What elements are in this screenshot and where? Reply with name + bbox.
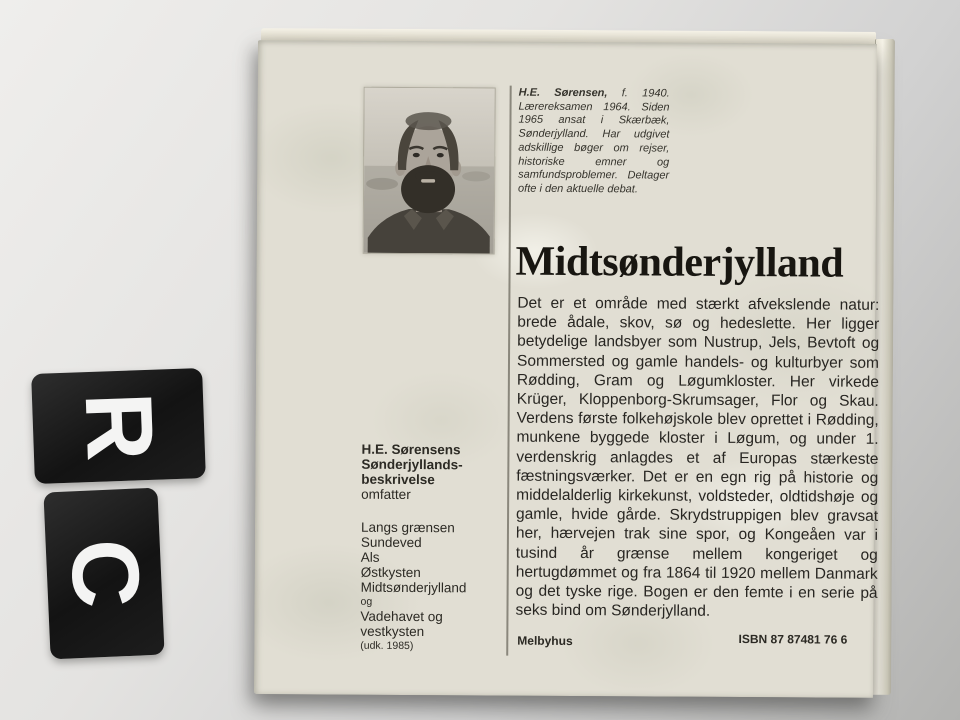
back-cover-blurb: Det er et område med stærkt afvekslende natur: brede ådale, skov, sø og hedeslette. Her ligger betydelige landsbyer som Nustrup, Jels, Bevtoft og Sommersted og gamle handels- og kulturbyer som Rødding, Gram og Løgumkloster. Her virkede Krüger, Kloppenborg-Skrumsager, Flor og Skau. Verdens første folkehøjskole blev oprettet i Rødding, munkene byggede kloster i Løgum, og under 1. verdenskrig anlagdes et af Europas stærkeste fæstningsværker. Det er en egn rig på historie og middelalderlig kirkekunst, voldsteder, oldtidshøje og gamle, hvide gårde. Skrydstruppigen blev gravsat her, hærvejen trak sine spor, og Kongeåen var i tusind år grænse mellem kongeriget og hertugdømmet og fra 1864 til 1920 mellem Danmark og det tyske rige. Bogen er den femte i en serie på seks bind om Sønderjylland.	[515, 294, 880, 621]
series-publication-note: (udk. 1985)	[360, 639, 414, 653]
series-heading-line2: Sønderjyllands-	[361, 456, 463, 473]
author-portrait-photo	[363, 87, 496, 255]
author-bio-text: f. 1940. Lærereksamen 1964. Siden 1965 ansat i Skærbæk, Sønderjylland. Har udgivet adskillige bøger om rejser, historiske emner og samfundsproblemer. Deltager ofte i den aktuelle debat.	[518, 87, 670, 196]
book	[254, 28, 895, 698]
series-subheading: omfatter	[361, 486, 411, 503]
card-letter-r: R	[64, 389, 174, 463]
book-back-cover	[254, 40, 880, 698]
publisher-name: Melbyhus	[517, 633, 573, 648]
series-heading-line1: H.E. Sørensens	[361, 441, 461, 458]
series-volume: Vadehavet og	[360, 608, 443, 625]
isbn-number: ISBN 87 87481 76 6	[738, 632, 848, 647]
series-volume: vestkysten	[360, 623, 425, 640]
author-bio	[518, 87, 670, 198]
series-volume: Midtsønderjylland	[360, 579, 467, 596]
spacer	[361, 502, 511, 521]
letter-card-r	[31, 368, 206, 484]
series-volume: Langs grænsen	[360, 519, 455, 536]
book-title: Midtsønderjylland	[515, 238, 844, 287]
series-volume: Sundeved	[360, 534, 422, 551]
series-heading-line3: beskrivelse	[361, 471, 435, 488]
series-volume: Als	[360, 549, 380, 565]
series-volume: Østkysten	[360, 564, 421, 581]
author-bio-name: H.E. Sørensen,	[518, 86, 608, 100]
series-note	[360, 442, 511, 654]
letter-card-c	[43, 488, 164, 660]
card-letter-c: C	[50, 536, 159, 611]
series-connector: og	[360, 595, 373, 608]
